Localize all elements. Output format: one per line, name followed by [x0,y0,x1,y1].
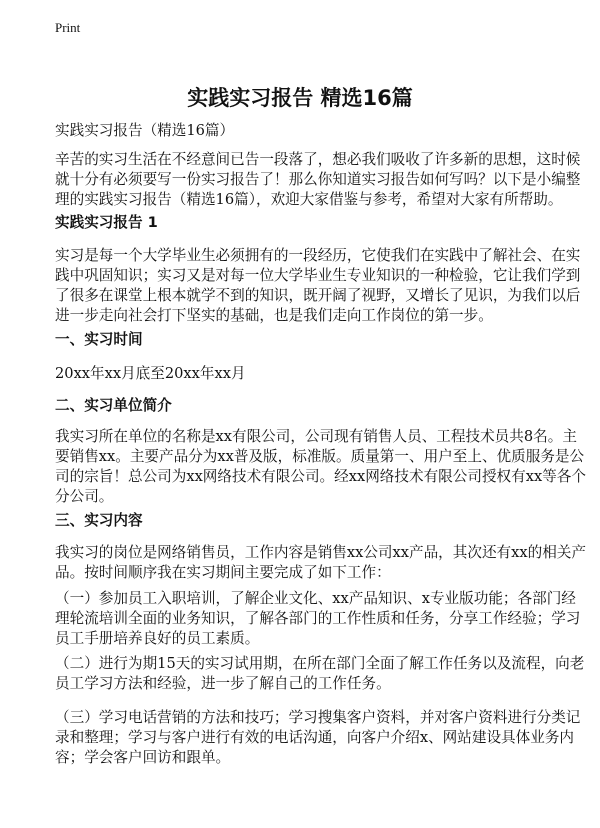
section2-paragraph [55,427,586,507]
page-title: 实践实习报告 精选16篇 [187,86,413,110]
text-line: （二）进行为期15天的实习试用期，在所在部门全面了解工作任务以及流程，向老 [55,655,585,672]
text-line: 司的宗旨！总公司为xx网络技术有限公司。经xx网络技术有限公司授权有xx等各个 [55,468,586,485]
text-line: 分公司。 [55,488,114,505]
text-line: 容；学会客户回访和跟单。 [55,749,231,766]
work-item-1 [55,589,581,649]
work-item-3 [55,708,581,768]
report-heading: 实践实习报告 1 [55,214,158,231]
section1-text: 20xx年xx月底至20xx年xx月 [55,365,246,382]
text-line: 录和整理；学习与客户进行有效的电话沟通，向客户介绍x、网站建设具体业务内 [55,729,575,746]
text-line: 我实习所在单位的名称是xx有限公司，公司现有销售人员、工程技术员共8名。主 [55,428,577,445]
text-line: 理的实践实习报告（精选16篇），欢迎大家借鉴与参考，希望对大家有所帮助。 [55,191,563,208]
text-line: 践中巩固知识；实习又是对每一位大学毕业生专业知识的一种检验，它让我们学到 [55,267,581,284]
print-link[interactable]: Print [55,20,81,35]
section2-heading: 二、实习单位简介 [55,397,172,414]
text-line: 实习是每一个大学毕业生必须拥有的一段经历，它使我们在实践中了解社会、在实 [55,247,581,264]
text-line: 我实习的岗位是网络销售员，工作内容是销售xx公司xx产品，其次还有xx的相关产 [55,544,586,561]
section1-heading: 一、实习时间 [55,331,143,348]
text-line: 员工学习方法和经验，进一步了解自己的工作任务。 [55,675,391,692]
text-line: 理轮流培训全面的业务知识，了解各部门的工作性质和任务，分享工作经验；学习 [55,610,581,627]
text-line: 员工手册培养良好的员工素质。 [55,630,260,647]
text-line: （三）学习电话营销的方法和技巧；学习搜集客户资料，并对客户资料进行分类记 [55,709,581,726]
text-line: 品。按时间顺序我在实习期间主要完成了如下工作： [55,564,391,581]
text-line: 辛苦的实习生活在不经意间已告一段落了，想必我们吸收了许多新的思想，这时候 [55,151,581,168]
section3-paragraph [55,543,586,583]
subtitle: 实践实习报告（精选16篇） [55,122,235,139]
text-line: 了很多在课堂上根本就学不到的知识，既开阔了视野，又增长了见识，为我们以后 [55,287,581,304]
work-item-2 [55,654,585,694]
text-line: 进一步走向社会打下坚实的基础，也是我们走向工作岗位的第一步。 [55,307,493,324]
text-line: 要销售xx。主要产品分为xx普及版，标准版。质量第一、用户至上、优质服务是公 [55,448,585,465]
report-intro-paragraph [55,246,581,326]
intro-paragraph [55,150,581,210]
section3-heading: 三、实习内容 [55,512,143,529]
text-line: 就十分有必须要写一份实习报告了！那么你知道实习报告如何写吗？以下是小编整 [55,171,581,188]
text-line: （一）参加员工入职培训，了解企业文化、xx产品知识、x专业版功能；各部门经 [55,590,576,607]
